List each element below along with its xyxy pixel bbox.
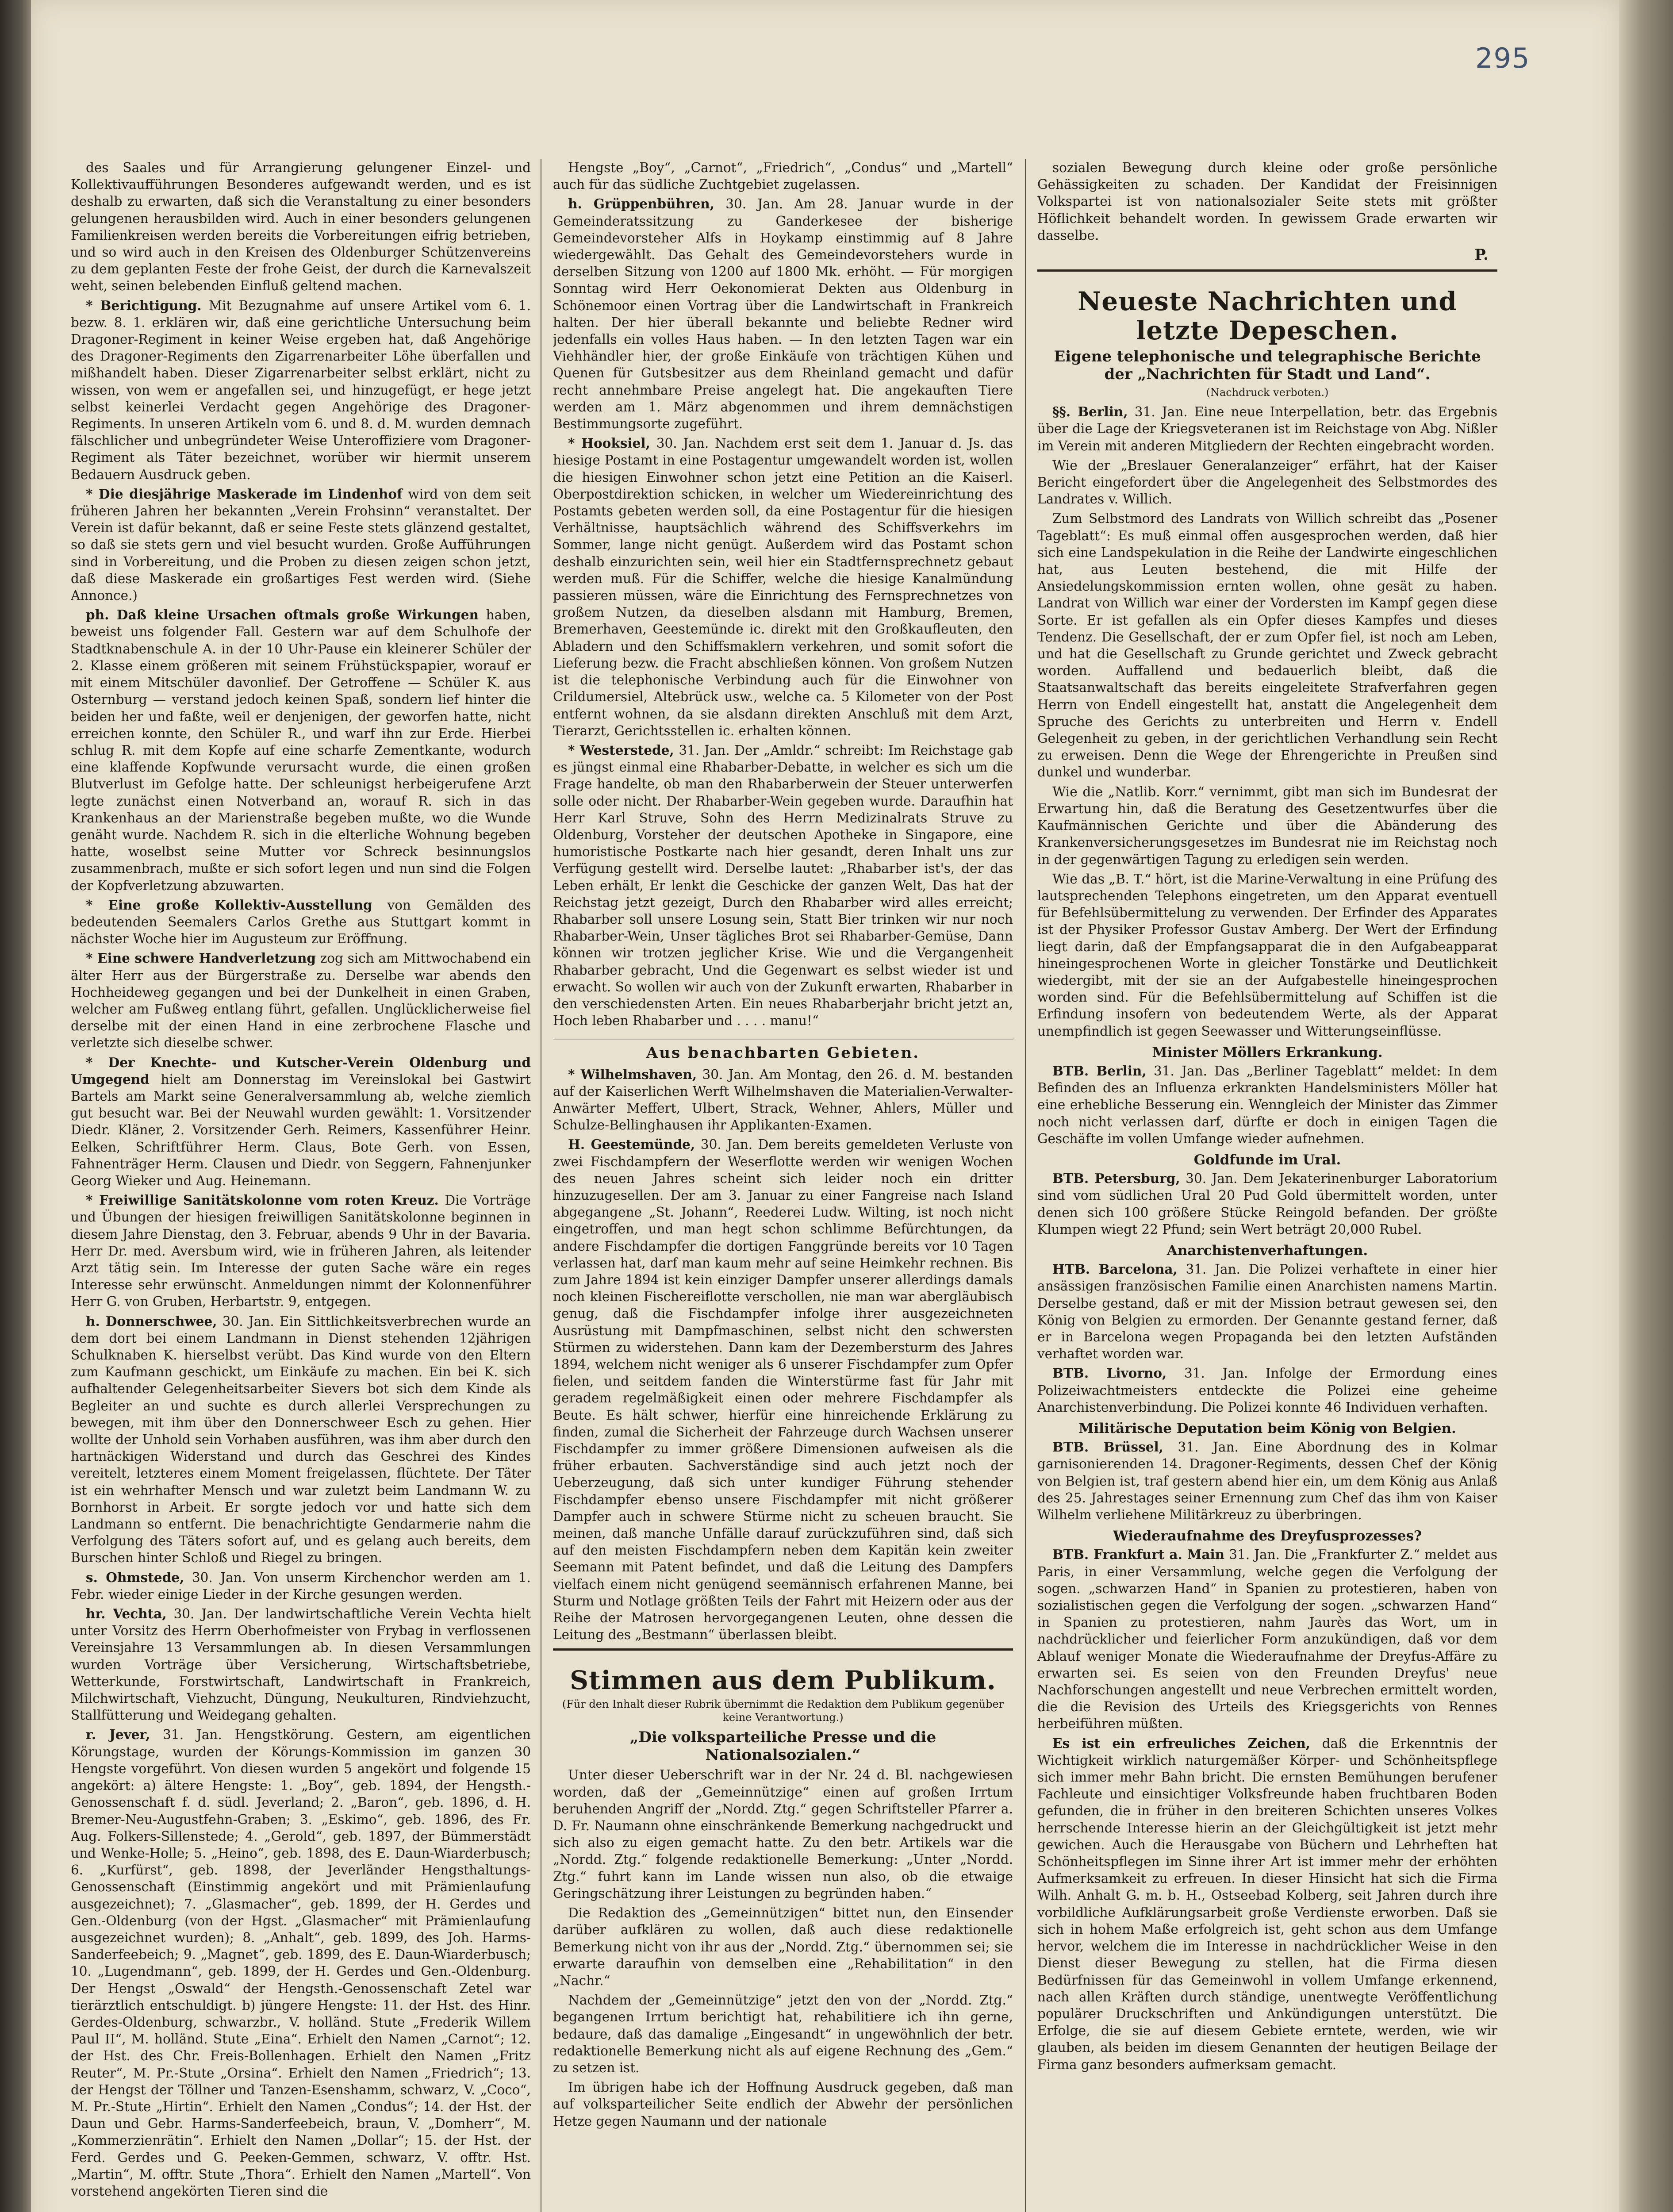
article-paragraph: [1037, 403, 1497, 454]
article-paragraph: [71, 486, 531, 604]
paragraph-lead: BTB. Livorno,: [1052, 1365, 1167, 1381]
paragraph-text: 31. Jan. Hengstkörung. Gestern, am eigentlichen Körungstage, wurden der Körungs-Kommission im ganzen 30 Hengste vorgeführt. Von diesen wurden 5 angekört und folgende 15 angekört: a) ältere Hengste: 1. „Boy“, geb. 1894, der Hengsth.-Genossenschaft f. d. südl. Jeverland; 2. „Baron“, geb. 1896, d. H. Bremer-Neu-Augustfehn-Graben; 3. „Eskimo“, geb. 1896, des Fr. Aug. Folkers-Sillenstede; 4. „Gerold“, geb. 1897, der Bümmerstädt und Wenke-Holle; 5. „Heino“, geb. 1898, des E. Daun-Wiarderbusch; 6. „Kurfürst“, geb. 1898, der Jeverländer Hengsthaltungs-Genossenschaft (Einstimmig angekört und mit Prämienlaufung ausgezeichnet); 7. „Glasmacher“, geb. 1899, der H. Gerdes und Gen.-Oldenburg (von der Hgst. „Glasmacher“ mit Prämienlaufung ausgezeichnet wurden); 8. „Anhalt“, geb. 1899, des Joh. Harms-Sanderfeebeich; 9. „Magnet“, geb. 1899, des E. Daun-Wiarderbusch; 10. „Lugendmann“, geb. 1899, der H. Gerdes und Gen.-Oldenburg. Der Hengst „Oswald“ der Hengsth.-Genossenschaft Zetel war tierärztlich entschuldigt. b) jüngere Hengste: 11. der Hst. des Hinr. Gerdes-Oldenburg, schwarzbr., V. holländ. Stute „Frederik Willem Paul II“, M. holländ. Stute „Eina“. Erhielt den Namen „Carnot“; 12. der Hst. des Chr. Freis-Bollenhagen. Erhielt den Namen „Fritz Reuter“, M. Pr.-Stute „Orsina“. Erhielt den Namen „Friedrich“; 13. der Hengst der Töllner und Tanzen-Esenshamm, schwarz, V. „Coco“, M. Pr.-Stute „Hirtin“. Erhielt den Namen „Condus“; 14. der Hst. der Daun und Gebr. Harms-Sanderfeebeich, braun, V. „Domherr“, M. „Kommerzienrätin“. Erhielt den Namen „Dollar“; 15. der Hst. der Ferd. Gerdes und G. Peeken-Gemmen, schwarz, V. offtr. Hst. „Martin“, M. offtr. Stute „Thora“. Erhielt den Namen „Martell“. Von vorstehend angekörten Tieren sind die: [71, 1727, 531, 2199]
paragraph-text: hielt am Donnerstag im Vereinslokal bei Gastwirt Bartels am Markt seine Generalversammlung ab, welche ziemlich gut besucht war. Bei der Neuwahl wurden gewählt: 1. Vorsitzender Diedr. Kläner, 2. Vorsitzender Gerh. Reimers, Kassenführer Heinr. Eelken, Schriftführer Herm. Claus, Bote Gerh. von Essen, Fahnenträger Herm. Clausen und Diedr. von Seggern, Fahnenjunker Georg Wieker und Aug. Heinemann.: [71, 1071, 531, 1188]
article-paragraph: [553, 435, 1013, 739]
paragraph-text: wird von dem seit früheren Jahren her bekannten „Verein Frohsinn“ veranstaltet. Der Verein ist dafür bekannt, daß er seine Feste stets glänzend gestaltet, so daß sie stets gern und viel besucht wurden. Große Aufführungen sind in Vorbereitung, und die Proben zu diesen zeigen schon jetzt, daß diese Maskerade ein großartiges Fest werden wird. (Siehe Annonce.): [71, 486, 531, 603]
article-paragraph: [1037, 1439, 1497, 1523]
article-paragraph: [71, 297, 531, 483]
article-paragraph: [71, 1605, 531, 1724]
news-item-heading: Wiederaufnahme des Dreyfusprozesses?: [1113, 1528, 1422, 1544]
article-paragraph: [553, 159, 1013, 193]
article-paragraph: [71, 1054, 531, 1190]
paragraph-text: 31. Jan. Die „Frankfurter Z.“ meldet aus Paris, in einer Versammlung, welche gegen die Verfolgung der sogen. „schwarzen Hand“ in Spanien zu protestieren, haben von sozialistischen gegen die Verfolgung der sogen. „schwarzen Hand“ in Spanien zu protestieren, nahm Jaurès das Wort, um in nachdrücklicher und feierlicher Form anzukündigen, daß vor dem Ablauf weniger Monate die Wiederaufnahme der Dreyfus-Affäre zu erwarten sei. Es seien von den Freunden Dreyfus' neue Nachforschungen angestellt und neue Verbrechen ermittelt worden, die die Revision des Urteils des Kriegsgerichts von Rennes herbeiführen müßten.: [1037, 1547, 1497, 1732]
paragraph-lead: §§. Berlin,: [1052, 404, 1128, 420]
paragraph-text: 31. Jan. Eine Abordnung des in Kolmar garnisonierenden 14. Dragoner-Regiments, dessen Chef der König von Belgien ist, traf gestern abend hier ein, um dem König aus Anlaß des 25. Jahrestages seiner Ernennung zum Chef das ihm von Kaiser Wilhelm verliehene Militärkreuz zu überbringen.: [1037, 1440, 1497, 1523]
paragraph-text: Wie der „Breslauer Generalanzeiger“ erfährt, hat der Kaiser Bericht eingefordert über die Angelegenheit des Selbstmordes des Landrates v. Willich.: [1037, 457, 1497, 507]
paragraph-lead: hr. Vechta,: [86, 1606, 167, 1622]
paragraph-text: Im übrigen habe ich der Hoffnung Ausdruck gegeben, daß man auf volksparteilicher Seite endlich der Abwehr der persönlichen Hetze gegen Naumann und der nationale: [553, 2080, 1013, 2129]
paragraph-lead: * Wilhelmshaven,: [568, 1066, 697, 1082]
paragraph-text: Mit Bezugnahme auf unsere Artikel vom 6. 1. bezw. 8. 1. erklären wir, daß eine gerichtliche Untersuchung beim Dragoner-Regiment in keiner Weise ergeben hat, daß Angehörige des Dragoner-Regiments den Zigarrenarbeiter Löhe überfallen und mißhandelt haben. Dieser Zigarrenarbeiter selbst erklärt, nicht zu wissen, von wem er angefallen sei, und hinzugefügt, er hege jetzt selbst keinerlei Verdacht gegen Angehörige des Dragoner-Regiments. In unseren Artikeln vom 6. und 8. d. M. wurden demnach fälschlicher und unbegründeter Weise Unteroffiziere vom Dragoner-Regiment als Täter bezeichnet, worüber wir hiermit unserem Bedauern Ausdruck geben.: [71, 298, 531, 482]
paragraph-lead: * Eine große Kollektiv-Ausstellung: [86, 897, 372, 913]
editorial-note: (Nachdruck verboten.): [1206, 386, 1329, 399]
paragraph-text: 30. Jan. Von unserm Kirchenchor werden am 1. Febr. wieder einige Lieder in der Kirche gesungen werden.: [71, 1570, 531, 1602]
article-paragraph: [1037, 1735, 1497, 2073]
scan-edge-right: [1619, 0, 1673, 2212]
paragraph-text: 30. Jan. Ein Sittlichkeitsverbrechen wurde an dem dort bei einem Landmann in Dienst stehenden 12jährigen Schulknaben K. hierselbst verübt. Das Kind wurde von den Eltern zum Kaufmann geschickt, um Einkäufe zu machen. Ein bei K. sich aufhaltender Gelegenheitsarbeiter Sievers bot sich dem Kinde als Begleiter an und suchte es durch allerlei Versprechungen zu bewegen, mit ihm über den Donnerschweer Esch zu gehen. Hier wollte der Unhold sein Vorhaben ausführen, was ihm aber durch den hartnäckigen Widerstand und durch das Geschrei des Kindes vereitelt, letzteres einem Moment freigelassen, flüchtete. Der Täter ist ein wehrhafter Mensch und war zuletzt beim Landmann W. zu Bornhorst in Arbeit. Er sorgte jedoch vor und hatte sich dem Landmann so entfernt. Die benachrichtigte Gendarmerie nahm die Verfolgung des Täters sofort auf, und es gelang auch bereits, dem Burschen hinter Schloß und Riegel zu bringen.: [71, 1313, 531, 1566]
article-paragraph: [553, 1905, 1013, 1989]
article-paragraph: [1037, 1546, 1497, 1732]
article-title: „Die volksparteiliche Presse und die Nationalsozialen.“: [629, 1728, 936, 1764]
paragraph-text: 31. Jan. Das „Berliner Tageblatt“ meldet: In dem Befinden des an Influenza erkrankten Handelsministers Möller hat eine erhebliche Besserung ein. Wenngleich der Minister das Zimmer noch nicht verlassen darf, dürfte er doch in einigen Tagen die Geschäfte im vollen Umfange wieder aufnehmen.: [1037, 1063, 1497, 1146]
paragraph-text: 30. Jan. Am 28. Januar wurde in der Gemeinderatssitzung zu Ganderkesee der bisherige Gemeindevorsteher Alfs in Hoykamp einstimmig auf 8 Jahre wiedergewählt. Das Gehalt des Gemeindevorstehers wurde in derselben Sitzung von 1200 auf 1800 Mk. erhöht. — Für morgigen Sonntag wird Herr Oekonomierat Dekten aus Oldenburg in Schönemoor einen Vortrag über die Landwirtschaft in Frankreich halten. Der hier überall bekannte und beliebte Redner wird jedenfalls ein volles Haus haben. — In den letzten Tagen war ein Viehhändler hier, der große Einkäufe von trächtigen Kühen und Quenen für Gutsbesitzer aus dem Rheinland gemacht und dafür recht annehmbare Preise angelegt hat. Die angekauften Tiere werden am 1. März abgenommen und ihrem demnächstigen Bestimmungsorte zugeführt.: [553, 196, 1013, 432]
paragraph-lead: BTB. Brüssel,: [1052, 1439, 1163, 1455]
article-paragraph: [1037, 1365, 1497, 1416]
article-paragraph: [553, 1767, 1013, 1902]
headline-block: [553, 1648, 1013, 1724]
paragraph-lead: BTB. Frankfurt a. Main: [1052, 1547, 1225, 1563]
column-3: [1037, 159, 1497, 2212]
article-paragraph: [71, 607, 531, 894]
article-paragraph: [71, 1569, 531, 1603]
article-paragraph: [1037, 1261, 1497, 1362]
section-heading: Aus benachbarten Gebieten.: [553, 1039, 1013, 1061]
subheadline: Eigene telephonische und telegraphische Berichte der „Nachrichten für Stadt und Land“.: [1054, 348, 1481, 384]
column-1: [71, 159, 531, 2212]
paragraph-lead: s. Ohmstede,: [86, 1569, 184, 1585]
article-paragraph: [553, 1992, 1013, 2076]
article-paragraph: [71, 950, 531, 1051]
scan-edge-left: [0, 0, 31, 2212]
paragraph-lead: * Die diesjährige Maskerade im Lindenhof: [86, 486, 403, 502]
paragraph-lead: * Eine schwere Handverletzung: [86, 950, 316, 966]
paragraph-lead: * Freiwillige Sanitätskolonne vom roten Kreuz.: [86, 1192, 439, 1208]
article-paragraph: [1037, 1170, 1497, 1238]
page-number: 295: [1475, 42, 1531, 74]
paragraph-text: Unter dieser Ueberschrift war in der Nr. 24 d. Bl. nachgewiesen worden, daß der „Gemeinnützige“ einen auf großen Irrtum beruhenden Angriff der „Nordd. Ztg.“ gegen Schriftsteller Pfarrer a. D. Fr. Naumann ohne einschränkende Bemerkung nachgedruckt und sich also zu eigen gemacht hatte. Zu den betr. Artikels war die „Nordd. Ztg.“ folgende redaktionelle Bemerkung: „Unter „Nordd. Ztg.“ fuhrt kann im Lande wissen nun also, ob die etwaige Geringschätzung ihrer Leistungen zu begründen haben.“: [553, 1767, 1013, 1901]
paragraph-lead: * Berichtigung.: [86, 297, 202, 313]
paragraph-lead: BTB. Berlin,: [1052, 1063, 1147, 1079]
paragraph-text: 31. Jan. Die Polizei verhaftete in einer hier ansässigen französischen Familie einen Anarchisten namens Martin. Derselbe gestand, daß er mit der Mission betraut gewesen sei, den König von Belgien zu ermorden. Der Genannte gestand ferner, daß er in Barcelona wegen Propaganda bei den letzten Aufständen verhaftet worden war.: [1037, 1262, 1497, 1362]
paragraph-text: 30. Jan. Der landwirtschaftliche Verein Vechta hielt unter Vorsitz des Herrn Oberhofmeister von Frybag in verflossenen Vereinsjahre 13 Versammlungen ab. In diesen Versammlungen wurden Vorträge über Versicherung, Wirtschaftsbetriebe, Wetterkunde, Forstwirtschaft, Landwirtschaft in Frankreich, Milchwirtschaft, Viehzucht, Düngung, Neukulturen, Rindviehzucht, Stallfütterung und Weidegang gehalten.: [71, 1606, 531, 1723]
paragraph-text: 30. Jan. Am Montag, den 26. d. M. bestanden auf der Kaiserlichen Werft Wilhelmshaven die Materialien-Verwalter-Anwärter Meffert, Ulbert, Strack, Wehner, Ahlers, Müller und Schulze-Bellinghausen ihr Applikanten-Examen.: [553, 1067, 1013, 1133]
paragraph-text: 31. Jan. Eine neue Interpellation, betr. das Ergebnis über die Lage der Kriegsveteranen ist im Reichstage von Abg. Nißler im Verein mit anderen Mitgliedern der Rechten eingebracht worden.: [1037, 404, 1497, 453]
paragraph-text: Nachdem der „Gemeinnützige“ jetzt den von der „Nordd. Ztg.“ begangenen Irrtum berichtigt hat, rehabilitiere ich ihn gerne, bedaure, daß das damalige „Eingesandt“ in ungewöhnlich der betr. redaktionelle Bemerkung nicht als auf eigene Rechnung des „Gem.“ zu setzen ist.: [553, 1993, 1013, 2075]
paragraph-text: daß die Erkenntnis der Wichtigkeit wirklich naturgemäßer Körper- und Schönheitspflege sich immer mehr Bahn bricht. Die ernsten Bemühungen berufener Fachleute und einsichtiger Volksfreunde haben fruchtbaren Boden gefunden, die in früher in den breiteren Schichten unseres Volkes herrschende Interesse hierin an der Gleichgültigkeit ist jetzt mehr gewichen. Auch die Herausgabe von Büchern und Lehrheften hat Schönheitspflegen im Sinne ihrer Art ist immer mehr der erhöhten Aufmerksamkeit zu erfreuen. In dieser Hinsicht hat sich die Firma Wilh. Anhalt G. m. b. H., Ostseebad Kolberg, seit Jahren durch ihre vorbildliche Aufklärungsarbeit große Verdienste erworben. Daß sie sich in hohem Maße erfolgreich ist, geht schon aus dem Umfange hervor, welchem die im Interesse in nachdrücklicher Weise in den Dienst dieser Bewegung zu stellen, hat die Firma diesen Bedürfnissen für das Gemeinwohl in vollem Umfange erkennend, nach allen Kräften durch ständige, unentwegte Veröffentlichung populärer Druckschriften und Ankündigungen unterstützt. Die Erfolge, die sie auf diesem Gebiete erntete, werden, wie wir glauben, als beiden im diesem Genannten der heutigen Beilage der Firma ganz besonders aufmerksam gemacht.: [1037, 1736, 1497, 2072]
paragraph-lead: * Westerstede,: [568, 742, 674, 758]
paragraph-text: 30. Jan. Dem Jekaterinenburger Laboratorium sind vom südlichen Ural 20 Pud Gold übermittelt worden, unter denen sich 100 größere Stücke Reingold befanden. Der größte Klumpen wiegt 22 Pfund; sein Wert beträgt 20,000 Rubel.: [1037, 1171, 1497, 1237]
paragraph-lead: r. Jever,: [86, 1727, 150, 1743]
article-paragraph: [71, 897, 531, 948]
headline: Stimmen aus dem Publikum.: [570, 1665, 996, 1696]
paragraph-text: Hengste „Boy“, „Carnot“, „Friedrich“, „Condus“ und „Martell“ auch für das südliche Zuchtgebiet zugelassen.: [553, 160, 1013, 192]
paragraph-text: des Saales und für Arrangierung gelungener Einzel- und Kollektivaufführungen Besonderes aufgewandt werden, und es ist deshalb zu erwarten, daß sich die Veranstaltung zu einer besonders gelungenen herausbilden wird. Auch in einer besonders gelungenen Familienkreisen werden bereits die Vorbereitungen eifrig betrieben, und so wird auch in den Kreisen des Oldenburger Schützenvereins zu dem geplanten Feste der frohe Geist, der durch die Karnevalszeit weht, seinen belebenden Einfluß geltend machen.: [71, 160, 531, 294]
article-paragraph: [1037, 159, 1497, 244]
paragraph-lead: * Der Knechte- und Kutscher-Verein Oldenburg und Umgegend: [71, 1054, 531, 1087]
paragraph-lead: h. Donnerschwee,: [86, 1313, 217, 1329]
paragraph-lead: * Hooksiel,: [568, 435, 650, 451]
article-paragraph: [553, 196, 1013, 432]
paragraph-lead: Es ist ein erfreuliches Zeichen,: [1052, 1735, 1311, 1751]
news-item-heading: Goldfunde im Ural.: [1193, 1152, 1341, 1168]
paragraph-lead: H. Geestemünde,: [568, 1137, 695, 1152]
news-item-heading: Anarchistenverhaftungen.: [1166, 1242, 1368, 1259]
article-paragraph: [71, 159, 531, 295]
paragraph-text: sozialen Bewegung durch kleine oder große persönliche Gehässigkeiten zu schaden. Der Kandidat der Freisinnigen Volkspartei ist von nationalsozialer Seite stets mit größter Höflichkeit behandelt worden. In gewissem Grade erwarten wir dasselbe.: [1037, 160, 1497, 243]
paragraph-text: Wie das „B. T.“ hört, ist die Marine-Verwaltung in eine Prüfung des lautsprechenden Telephons eingetreten, um den Apparat eventuell für Befehlsübermittelung zu verwenden. Der Erfinder des Apparates ist der Physiker Professor Gustav Amberg. Der Wert der Erfindung liegt darin, daß der Empfangsapparat die in den Aufgabeapparat hineingesprochenen Worte in gleicher Tonstärke und Deutlichkeit wiedergibt, mit der sie an der Aufgabestelle hineingesprochen worden sind. Für die Befehlsübermittelung auf Schiffen ist die Erfindung insofern von bedeutendem Werte, als der Apparat unempfindlich ist gegen Seewasser und Witterungseinflüsse.: [1037, 871, 1497, 1039]
column-2: [553, 159, 1013, 2212]
column-rule-2: [1025, 159, 1026, 2212]
paragraph-text: von Gemälden des bedeutenden Seemalers Carlos Grethe aus Stuttgart kommt in nächster Woche hier im Augusteum zur Eröffnung.: [71, 897, 531, 947]
article-paragraph: [71, 1726, 531, 2200]
author-signature: P.: [1474, 246, 1489, 264]
headline: Neueste Nachrichten und letzte Depeschen.: [1078, 286, 1457, 346]
paragraph-text: 31. Jan. Infolge der Ermordung eines Polizeiwachtmeisters entdeckte die Polizei eine geheime Anarchistenverbindung. Die Polizei konnte 46 Individuen verhaften.: [1037, 1366, 1497, 1415]
headline-block: [1037, 269, 1497, 399]
article-paragraph: [1037, 871, 1497, 1040]
article-paragraph: [1037, 510, 1497, 780]
article-paragraph: [553, 1066, 1013, 1134]
editorial-note: (Für den Inhalt dieser Rubrik übernimmt die Redaktion dem Publikum gegenüber keine Verantwortung.): [562, 1698, 1004, 1724]
article-paragraph: [1037, 1063, 1497, 1147]
paragraph-lead: h. Grüppenbühren,: [568, 196, 714, 212]
paragraph-text: Zum Selbstmord des Landrats von Willich schreibt das „Posener Tageblatt“: Es muß einmal offen ausgesprochen werden, daß hier sich eine Landspekulation in die Reihe der Landwirte eingeschlichen hat, aus Leuten bestehend, die mit Hilfe der Ansiedelungskommission ernten wollen, ohne gesät zu haben. Landrat von Willich war einer der Vordersten im Kampf gegen diese Sorte. Er ist gefallen als ein Opfer dieses Kampfes und dieses Tendenz. Die Gesellschaft, der er zum Opfer fiel, ist noch am Leben, und hat die Gesellschaft zu Grunde gerichtet und Zweck gebracht worden. Auffallend und bedauerlich bleibt, daß die Staatsanwaltschaft das bereits eingeleitete Strafverfahren gegen Herrn von Endell eingestellt hat, anstatt die Angelegenheit dem Spruche des Gerichts zu unterbreiten und Herrn v. Endell Gelegenheit zu geben, in der gerichtlichen Verhandlung sein Recht zu erweisen. Denn die Wege der Ehrengerichte in Preußen sind dunkel und wunderbar.: [1037, 511, 1497, 780]
paragraph-text: Die Vorträge und Übungen der hiesigen freiwilligen Sanitätskolonne beginnen in diesem Jahre Dienstag, den 3. Februar, abends 9 Uhr in der Bavaria. Herr Dr. med. Aversbum wird, wie in früheren Jahren, als leitender Arzt tätig sein. Im Interesse der guten Sache wäre ein reges Interesse sehr erwünscht. Anmeldungen nimmt der Kolonnenführer Herr G. von Gruben, Herbartstr. 9, entgegen.: [71, 1193, 531, 1310]
paragraph-text: 31. Jan. Der „Amldr.“ schreibt: Im Reichstage gab es jüngst einmal eine Rhabarber-Debatte, in welcher es sich um die Frage handelte, ob man den Rhabarberwein der Steuer unterwerfen solle oder nicht. Der Rhabarber-Wein gegeben wurde. Daraufhin hat Herr Karl Struve, Sohn des Herrn Medizinalrats Struve zu Oldenburg, Vorsteher der deutschen Apotheke in Singapore, eine humoristische Postkarte nach hier gesandt, deren Inhalt uns zur Verfügung gestellt wird. Derselbe lautet: „Rhabarber ist's, der das Leben erhält, Er lenkt die Geschicke der ganzen Welt, Das hat der Reichstag jetzt gezeigt, Durch den Rhabarber wird alles erreicht; Rhabarber soll unsere Losung sein, Statt Bier trinken wir nur noch Rhabarber-Wein, Unser tägliches Brot sei Rhabarber-Gemüse, Dann können wir trotzen jeglicher Krise. Wie und die Vergangenheit Rhabarber gebracht, Und die Gegenwart es selbst wieder ist und erwacht. So wollen wir auch von der Zukunft erwarten, Rhabarber in den verschiedensten Arten. Ein neues Rhabarberjahr bricht jetzt an, Hoch leben Rhabarber und . . . . manu!“: [553, 742, 1013, 1029]
article-paragraph: [71, 1192, 531, 1310]
paragraph-text: Die Redaktion des „Gemeinnützigen“ bittet nun, den Einsender darüber aufklären zu wollen, daß auch diese redaktionelle Bemerkung nicht von ihr aus der „Nordd. Ztg.“ übernommen sei; sie erwarte daraufhin von demselben eine „Rehabilitation“ in den „Nachr.“: [553, 1905, 1013, 1988]
paragraph-lead: BTB. Petersburg,: [1052, 1171, 1180, 1187]
article-paragraph: [553, 1136, 1013, 1643]
news-item-heading: Militärische Deputation beim König von Belgien.: [1078, 1421, 1456, 1436]
article-paragraph: [1037, 457, 1497, 508]
paragraph-text: Wie die „Natlib. Korr.“ vernimmt, gibt man sich im Bundesrat der Erwartung hin, daß die Beratung des Gesetzentwurfes über die Kaufmännischen Gerichte und über die Abänderung des Krankenversicherungsgesetzes im Bundesrat nie im Reichstag noch in der gegenwärtigen Tagung zu erledigen sein werden.: [1037, 784, 1497, 867]
paragraph-text: zog sich am Mittwochabend ein älter Herr aus der Bürgerstraße zu. Derselbe war abends den Hochheideweg gegangen und bei der Dunkelheit in einen Graben, welcher am Fußweg entlang führt, gefallen. Unglücklicherweise fiel derselbe mit der einen Hand in eine zerbrochene Flasche und verletzte sich dieselbe schwer.: [71, 951, 531, 1051]
article-paragraph: [71, 1313, 531, 1567]
article-paragraph: [553, 2079, 1013, 2130]
paragraph-lead: ph. Daß kleine Ursachen oftmals große Wirkungen: [86, 607, 479, 623]
news-item-heading: Minister Möllers Erkrankung.: [1152, 1044, 1383, 1060]
paragraph-lead: HTB. Barcelona,: [1052, 1261, 1178, 1277]
paragraph-text: 30. Jan. Nachdem erst seit dem 1. Januar d. Js. das hiesige Postamt in eine Postagentur umgewandelt worden ist, wollen die hiesigen Einwohner schon jetzt eine Petition an die Kaiserl. Oberpostdirektion schicken, in welcher um Wiedereinrichtung des Postamts gebeten werden soll, da eine Postagentur für die hiesigen Verhältnisse, hauptsächlich während des Schiffsverkehrs im Sommer, lange nicht genügt. Außerdem wird das Postamt schon deshalb einzurichten sein, weil hier ein Stadtfernsprechnetz gebaut werden muß. Für die Schiffer, welche die hiesige Kanalmündung passieren müssen, wäre die Einrichtung des Fernsprechnetzes von großem Nutzen, da dieselben alsdann mit Hamburg, Bremen, Bremerhaven, Geestemünde ic. direkt mit den Großkaufleuten, den Abladern und den Schiffsmaklern verkehren, und somit sofort die Lieferung bezw. die Fracht abschließen können. Von großem Nutzen ist die telephonische Verbindung auch für die Einwohner von Crildumersiel, Altebrück usw., welche ca. 5 Kilometer von der Post entfernt wohnen, da sie alsdann direkten Anschluß mit dem Arzt, Tierarzt, Gerichtsstellen ic. erhalten können.: [553, 436, 1013, 738]
article-paragraph: [1037, 783, 1497, 868]
paragraph-text: 30. Jan. Dem bereits gemeldeten Verluste von zwei Fischdampfern der Weserflotte werden wir wenigen Wochen des neuen Jahres scheint sich leider noch ein dritter hinzuzugesellen. Der am 3. Januar zu einer Fangreise nach Island abgegangene „St. Johann“, Reederei Ludw. Wilting, ist noch nicht eingetroffen, und man hegt schon schlimme Befürchtungen, da andere Fischdampfer die dortigen Fanggründe bereits vor 10 Tagen verlassen hat, darf man kaum mehr auf seine Heimkehr rechnen. Bis zum Jahre 1894 ist kein einziger Dampfer unserer allerdings damals noch kleinen Fischereiflotte verschollen, nie man war abergläubisch genug, daß die Fischdampfer infolge ihrer ausgezeichneten Ausrüstung mit Dampfmaschinen, selbst nicht den schwersten Stürmen zu widerstehen. Dann kam der Dezembersturm des Jahres 1894, welchem nicht weniger als 6 unserer Fischdampfer zum Opfer fielen, und seitdem fanden die Winterstürme fast für Jahr mit geradem regelmäßigkeit einen oder mehrere Fischdampfer als Beute. Es hält schwer, hierfür eine hinreichende Erklärung zu finden, zumal die Sicherheit der Fahrzeuge durch Wachsen unserer Fischdampfer zu immer größere Dimensionen aufweisen als die früher erbauten. Sachverständige sind auch jetzt noch der Ueberzeugung, daß sich unter kundiger Führung stehender Fischdampfer ebenso unsere Fischdampfer mit nicht größerer Dampfer auch in schwere Stürme nicht zu scheuen braucht. Sie meinen, daß manche Unfälle darauf zurückzuführen sind, daß sich auf den meisten Fischdampfern neben dem Kapitän kein zweiter Seemann mit Patent befindet, und daß die Leitung des Dampfers vielfach einem nicht genügend seemännisch erfahrenen Manne, bei Sturm und Notlage größten Teils der Fahrt mit Heizern oder aus der Reihe der Matrosen hervorgegangenen Leuten, ohne dessen die Leitung des „Bestmann“ überlassen bleibt.: [553, 1137, 1013, 1643]
paragraph-text: haben, beweist uns folgender Fall. Gestern war auf dem Schulhofe der Stadtknabenschule A. in der 10 Uhr-Pause ein kleinerer Schüler der 2. Klasse einem größeren mit seinem Frühstückspapier, worauf er mit einem Mitschüler davonlief. Der Getroffene — Schüler K. aus Osternburg — verstand jedoch keinen Spaß, sondern lief hinter die beiden her und faßte, weil er denjenigen, der geworfen hatte, nicht erreichen konnte, den Schüler R., und warf ihn zur Erde. Hierbei schlug R. mit dem Kopfe auf eine scharfe Zementkante, wodurch eine klaffende Kopfwunde verursacht wurde, die einen großen Blutverlust im Gefolge hatte. Der schleunigst herbeigerufene Arzt legte zunächst einen Notverband an, worauf R. sich in das Krankenhaus an der Marienstraße begeben mußte, wo die Wunde genäht wurde. Nachdem R. sich in die elterliche Wohnung begeben hatte, woselbst seine Mutter vor Schreck besinnungslos zusammenbrach, mußte er sich sofort legen und nun sind die Folgen der Kopfverletzung abzuwarten.: [71, 607, 531, 893]
article-paragraph: [553, 742, 1013, 1029]
